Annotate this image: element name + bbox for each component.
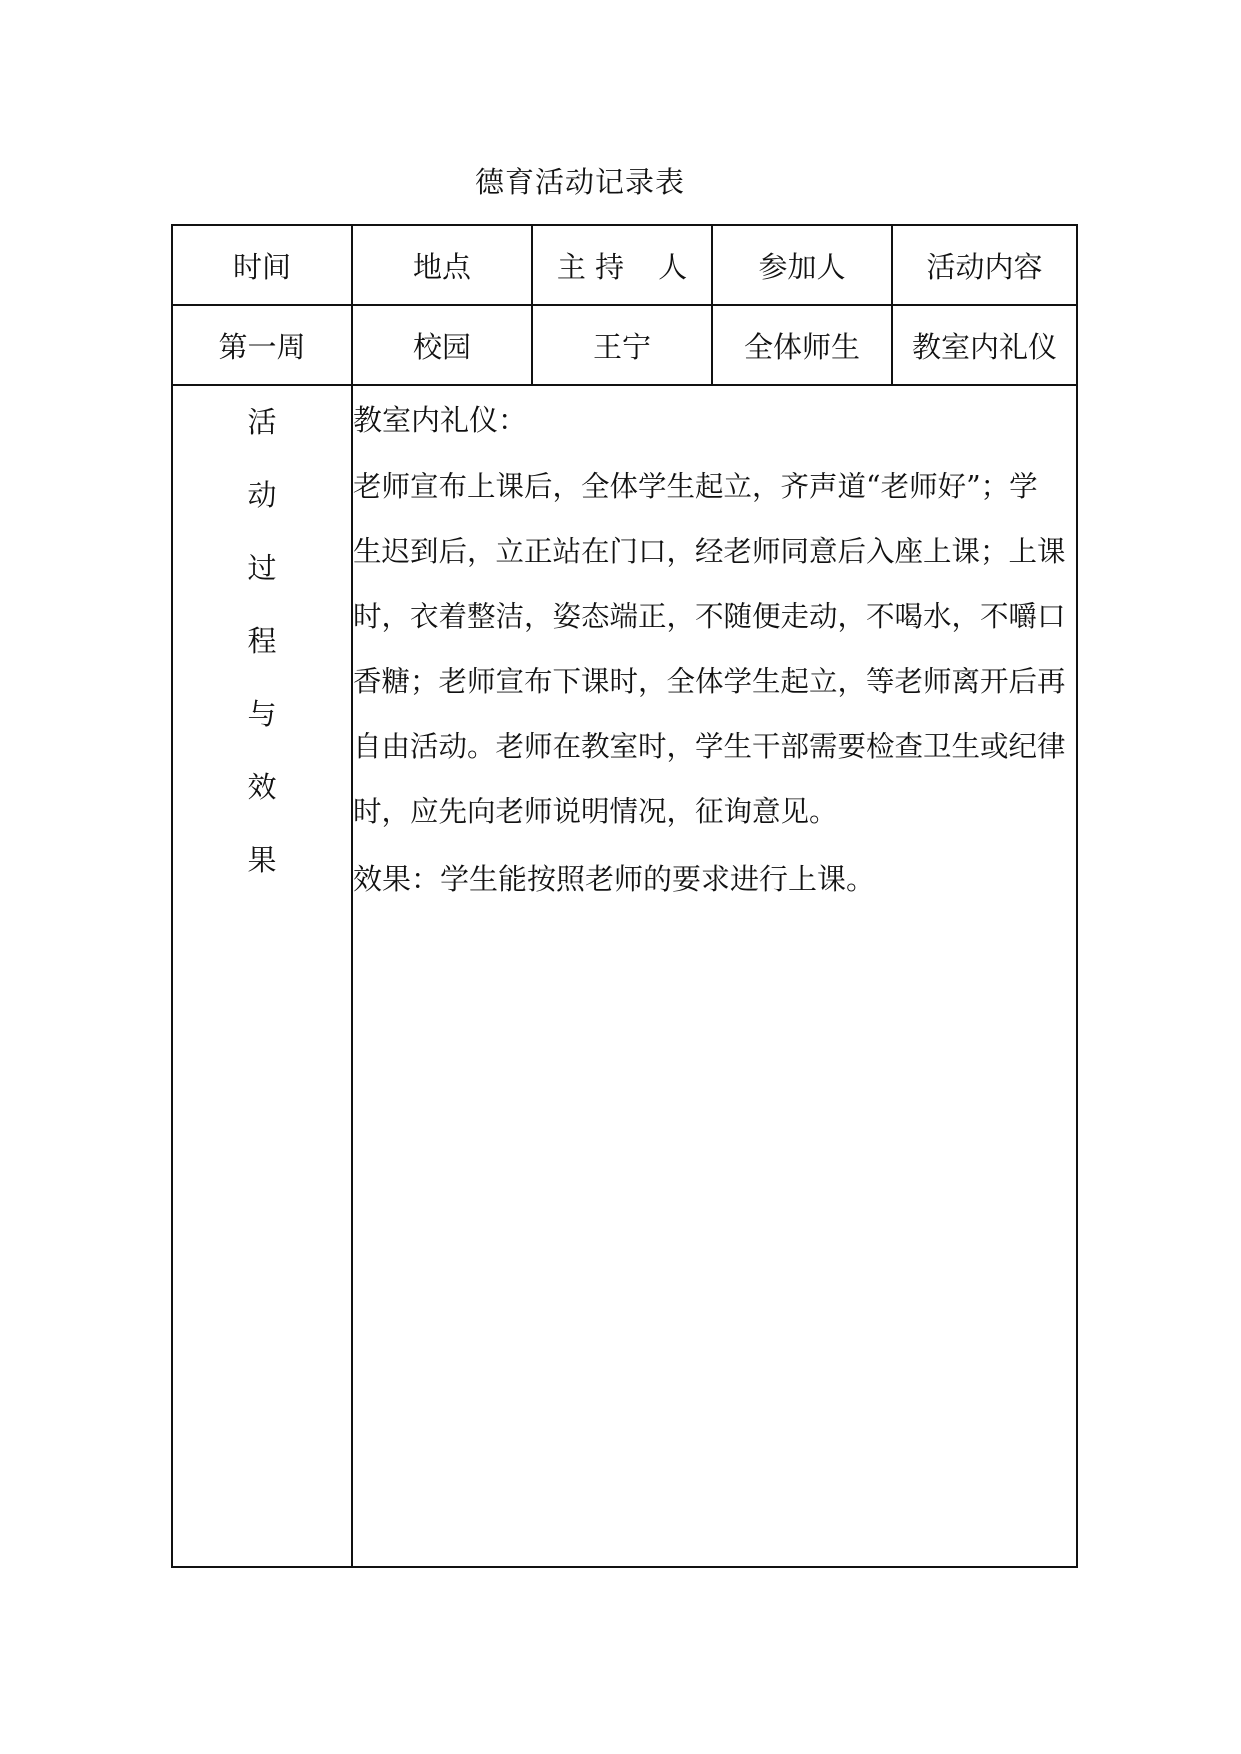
process-label-char: 活 [247, 405, 277, 439]
header-host-part2: 人 [658, 249, 688, 284]
header-place: 地点 [352, 225, 532, 305]
process-row [172, 385, 1077, 1567]
document-title: 德育活动记录表 [474, 165, 685, 199]
activity-record-table [171, 224, 1078, 1568]
content-line: 时，应先向老师说明情况，征询意见。 [353, 795, 838, 828]
content-heading: 教室内礼仪： [353, 403, 528, 437]
header-row [172, 225, 1077, 305]
process-label-char: 过 [247, 551, 277, 585]
process-content-cell [352, 385, 1077, 1567]
process-label-char: 果 [247, 843, 277, 877]
cell-host: 王宁 [532, 305, 712, 385]
content-effect: 效果：学生能按照老师的要求进行上课。 [353, 862, 876, 896]
header-participants: 参加人 [712, 225, 892, 305]
content-line: 自由活动。老师在教室时，学生干部需要检查卫生或纪律 [353, 730, 1066, 763]
content-line: 生迟到后，立正站在门口，经老师同意后入座上课；上课 [353, 535, 1066, 568]
process-label-char: 程 [247, 624, 277, 658]
process-label-char: 与 [247, 697, 277, 731]
cell-time: 第一周 [172, 305, 352, 385]
header-time: 时间 [172, 225, 352, 305]
content-line: 时，衣着整洁，姿态端正，不随便走动，不喝水，不嚼口 [353, 600, 1066, 633]
info-row [172, 305, 1077, 385]
process-label-char: 动 [247, 478, 277, 512]
process-label-cell [172, 385, 352, 1567]
process-label-char: 效 [247, 770, 277, 804]
header-host-part1: 主 持 [556, 249, 625, 284]
cell-participants: 全体师生 [712, 305, 892, 385]
content-line: 香糖；老师宣布下课时，全体学生起立，等老师离开后再 [353, 665, 1066, 698]
cell-place: 校园 [352, 305, 532, 385]
cell-content: 教室内礼仪 [892, 305, 1077, 385]
content-line: 老师宣布上课后，全体学生起立，齐声道“老师好”；学 [353, 470, 1038, 503]
header-host [532, 225, 712, 305]
header-content: 活动内容 [892, 225, 1077, 305]
